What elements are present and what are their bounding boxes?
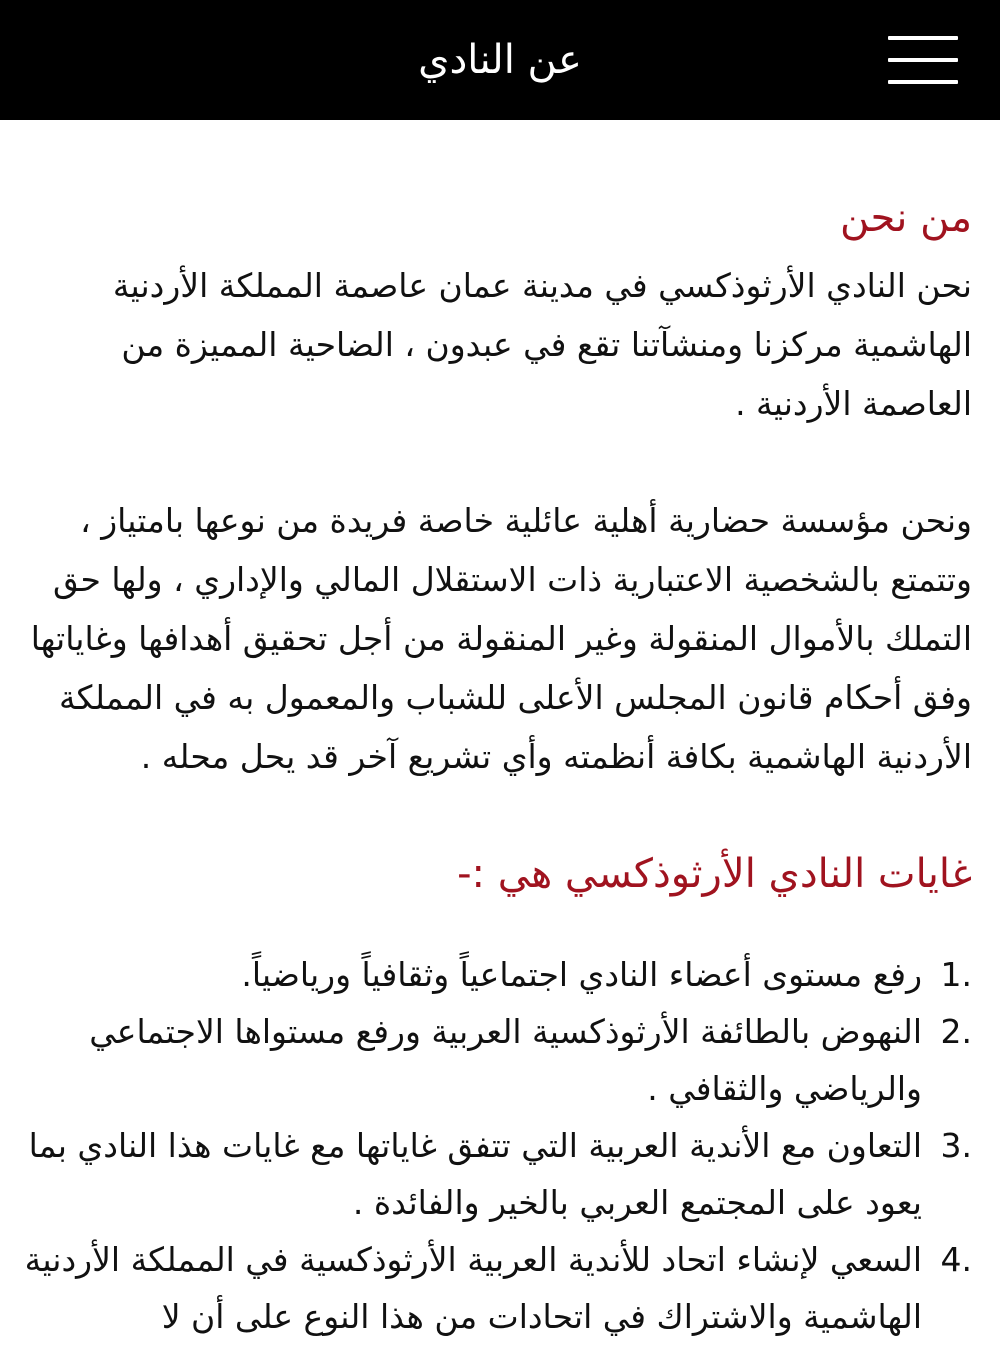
about-heading: من نحن <box>840 195 972 241</box>
about-content <box>20 180 972 1345</box>
goal-text: النهوض بالطائفة الأرثوذكسية العربية ورفع مستواها الاجتماعي والرياضي والثقافي . <box>89 1012 922 1108</box>
paragraph-spacer <box>20 433 972 491</box>
goal-number: 4. <box>940 1240 972 1279</box>
goals-list <box>20 946 972 1345</box>
goal-item <box>20 1003 972 1117</box>
goal-number: 3. <box>940 1126 972 1165</box>
goal-text: رفع مستوى أعضاء النادي اجتماعياً وثقافياً ورياضياً. <box>241 955 922 994</box>
goals-heading: غايات النادي الأرثوذكسي هي :- <box>457 851 972 897</box>
goal-number: 1. <box>940 955 972 994</box>
top-bar <box>0 0 1000 120</box>
goal-item <box>20 946 972 1003</box>
about-paragraph-1: نحن النادي الأرثوذكسي في مدينة عمان عاصمة المملكة الأردنية الهاشمية مركزنا ومنشآتنا تقع في عبدون ، الضاحية المميزة من العاصمة الأردنية . <box>112 266 972 423</box>
page-title: عن النادي <box>418 37 582 83</box>
goal-number: 2. <box>940 1012 972 1051</box>
goal-text: السعي لإنشاء اتحاد للأندية العربية الأرثوذكسية في المملكة الأردنية الهاشمية والاشتراك في اتحادات من هذا النوع على أن لا <box>24 1240 922 1336</box>
about-paragraph-2: ونحن مؤسسة حضارية أهلية عائلية خاصة فريدة من نوعها بامتياز ، وتتمتع بالشخصية الاعتبارية ذات الاستقلال المالي والإداري ، ولها حق التملك بالأموال المنقولة وغير المنقولة من أجل تحقيق أهدافها وغاياتها وفق أحكام قانون المجلس الأعلى للشباب والمعمول به في المملكة الأردنية الهاشمية بكافة أنظمته وأي تشريع آخر قد يحل محله . <box>30 501 972 776</box>
goal-item <box>20 1117 972 1231</box>
goal-item <box>20 1231 972 1345</box>
goal-text: التعاون مع الأندية العربية التي تتفق غاياتها مع غايات هذا النادي بما يعود على المجتمع العربي بالخير والفائدة . <box>28 1126 922 1222</box>
